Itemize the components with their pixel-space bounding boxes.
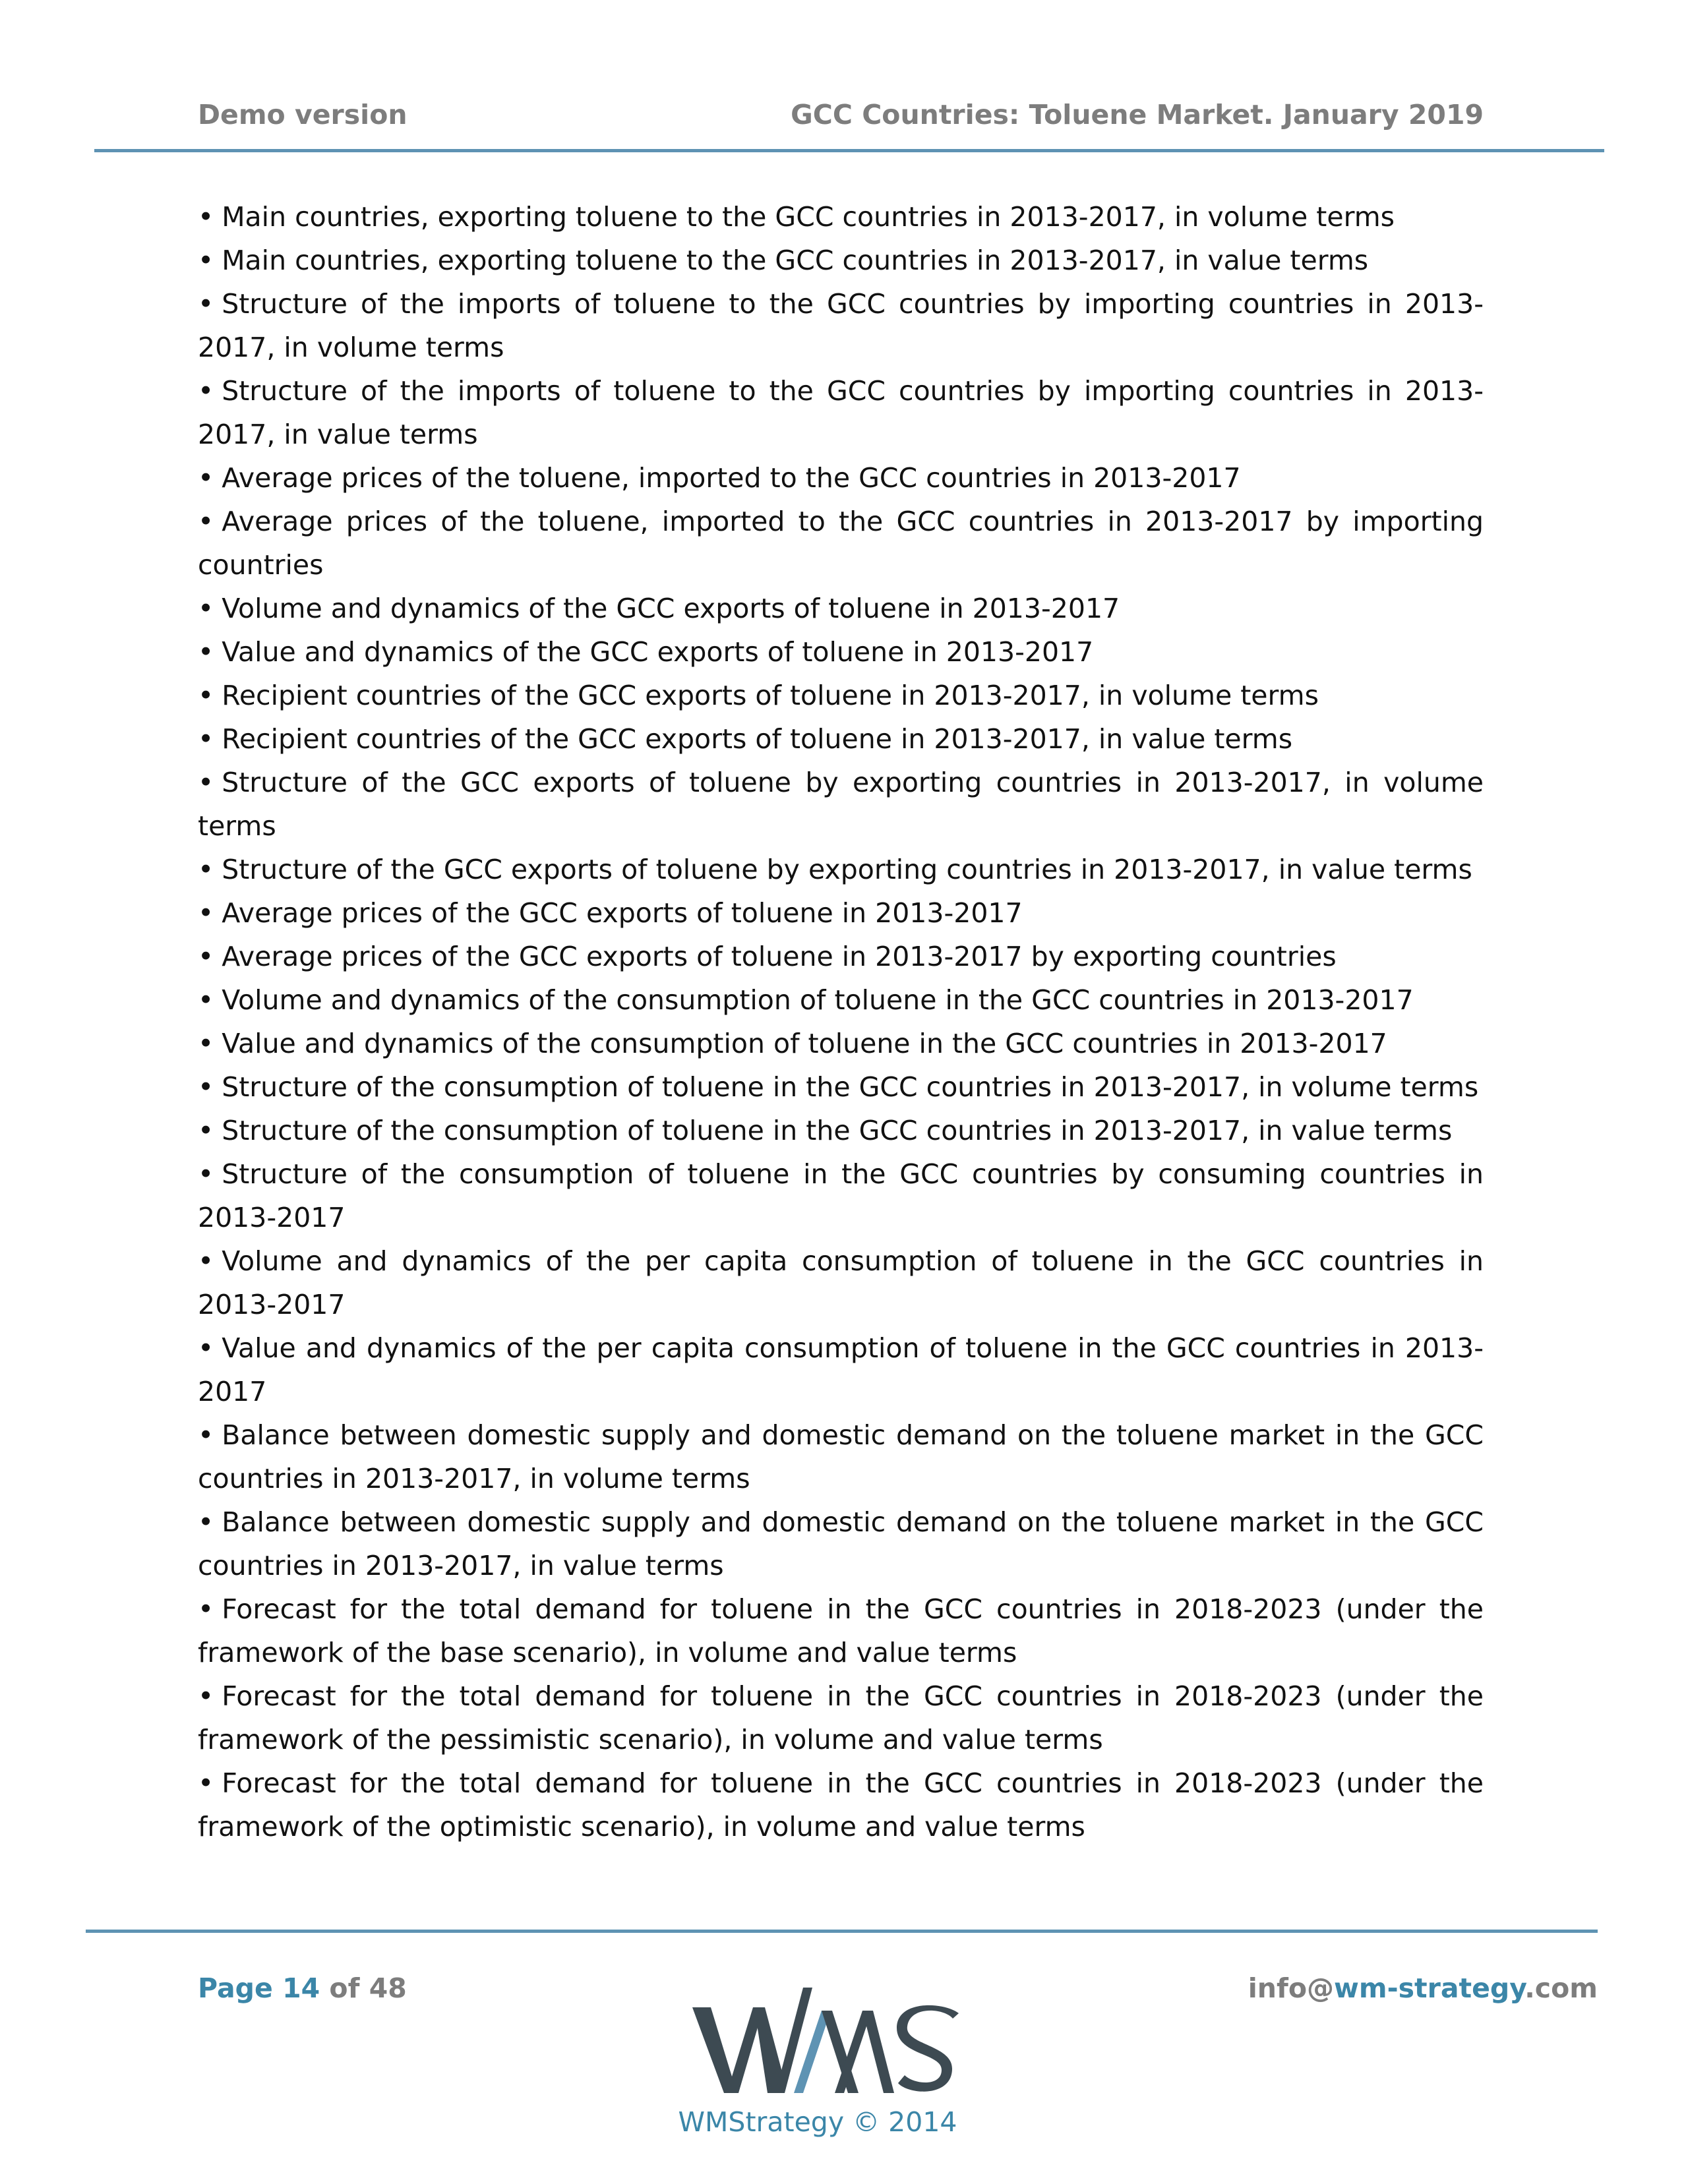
list-item-text: Main countries, exporting toluene to the GCC countries in 2013-2017, in value terms	[222, 245, 1369, 276]
email-user: info@	[1248, 1972, 1334, 2004]
list-item-text: Structure of the imports of toluene to the GCC countries by importing countries in 2013-2017, in value terms	[198, 375, 1484, 450]
list-item	[198, 1065, 1484, 1109]
list-item	[198, 935, 1484, 978]
list-item	[198, 1326, 1484, 1413]
list-item-text: Structure of the consumption of toluene in the GCC countries by consuming countries in 2013-2017	[198, 1158, 1484, 1233]
list-item	[198, 761, 1484, 848]
list-item	[198, 456, 1484, 500]
list-item	[198, 500, 1484, 587]
list-item-text: Recipient countries of the GCC exports of toluene in 2013-2017, in value terms	[222, 723, 1293, 755]
list-item	[198, 1152, 1484, 1239]
bullet-icon: •	[198, 723, 214, 755]
bullet-icon: •	[198, 1680, 214, 1712]
list-item-text: Balance between domestic supply and domestic demand on the toluene market in the GCC countries in 2013-2017, in value terms	[198, 1506, 1484, 1581]
bullet-icon: •	[198, 636, 214, 668]
list-item	[198, 239, 1484, 282]
list-item	[198, 1413, 1484, 1500]
page-counter	[198, 1972, 407, 2004]
list-item-text: Volume and dynamics of the consumption of toluene in the GCC countries in 2013-2017	[222, 984, 1414, 1016]
bullet-icon: •	[198, 1071, 214, 1103]
bullet-icon: •	[198, 245, 214, 276]
list-item-text: Structure of the consumption of toluene in the GCC countries in 2013-2017, in volume terms	[222, 1071, 1479, 1103]
bullet-icon: •	[198, 375, 214, 407]
list-item-text: Structure of the GCC exports of toluene by exporting countries in 2013-2017, in value terms	[222, 854, 1472, 885]
bullet-icon: •	[198, 288, 214, 320]
bullet-icon: •	[198, 680, 214, 711]
list-item-text: Forecast for the total demand for toluene in the GCC countries in 2018-2023 (under the framework of the base scenario), in volume and value terms	[198, 1593, 1484, 1668]
list-item	[198, 717, 1484, 761]
bullet-icon: •	[198, 462, 214, 494]
bullet-icon: •	[198, 1115, 214, 1146]
page-word: Page	[198, 1972, 273, 2004]
list-item	[198, 195, 1484, 239]
list-item	[198, 369, 1484, 456]
bullet-icon: •	[198, 1332, 214, 1364]
bullet-icon: •	[198, 897, 214, 929]
list-item	[198, 282, 1484, 369]
header-demo-label: Demo version	[198, 99, 407, 131]
list-item-text: Average prices of the toluene, imported to the GCC countries in 2013-2017	[222, 462, 1241, 494]
list-item	[198, 1587, 1484, 1674]
list-item-text: Value and dynamics of the consumption of toluene in the GCC countries in 2013-2017	[222, 1028, 1387, 1059]
list-item	[198, 1239, 1484, 1326]
list-item-text: Value and dynamics of the GCC exports of toluene in 2013-2017	[222, 636, 1094, 668]
bullet-icon: •	[198, 1767, 214, 1799]
bullet-icon: •	[198, 984, 214, 1016]
list-item	[198, 891, 1484, 935]
list-item-text: Structure of the imports of toluene to the GCC countries by importing countries in 2013-2017, in volume terms	[198, 288, 1484, 363]
header-report-title: GCC Countries: Toluene Market. January 2019	[791, 99, 1484, 131]
list-item	[198, 674, 1484, 717]
list-item-text: Recipient countries of the GCC exports of toluene in 2013-2017, in volume terms	[222, 680, 1319, 711]
copyright-text: WMStrategy © 2014	[678, 2106, 957, 2138]
list-item-text: Average prices of the GCC exports of toluene in 2013-2017	[222, 897, 1023, 929]
bullet-icon: •	[198, 593, 214, 624]
list-item-text: Forecast for the total demand for toluene in the GCC countries in 2018-2023 (under the framework of the pessimistic scenario), in volume and value terms	[198, 1680, 1484, 1756]
of-word: of	[329, 1972, 360, 2004]
list-item	[198, 1761, 1484, 1848]
footer-divider	[86, 1930, 1598, 1933]
list-item-text: Main countries, exporting toluene to the GCC countries in 2013-2017, in volume terms	[222, 201, 1395, 233]
header-divider	[94, 149, 1604, 152]
bullet-icon: •	[198, 1419, 214, 1451]
list-item-text: Value and dynamics of the per capita consumption of toluene in the GCC countries in 2013-2017	[198, 1332, 1484, 1407]
bullet-icon: •	[198, 1245, 214, 1277]
bullet-icon: •	[198, 1158, 214, 1190]
bullet-icon: •	[198, 506, 214, 537]
bullet-icon: •	[198, 767, 214, 798]
list-item	[198, 848, 1484, 891]
bullet-icon: •	[198, 941, 214, 972]
list-item-text: Average prices of the toluene, imported to the GCC countries in 2013-2017 by importing countries	[198, 506, 1484, 581]
list-item	[198, 630, 1484, 674]
list-item	[198, 978, 1484, 1022]
page-total: 48	[369, 1972, 407, 2004]
page-number: 14	[282, 1972, 320, 2004]
list-item-text: Balance between domestic supply and domestic demand on the toluene market in the GCC countries in 2013-2017, in volume terms	[198, 1419, 1484, 1494]
wms-logo-icon	[686, 1984, 963, 2103]
contact-email[interactable]	[1248, 1972, 1598, 2004]
list-item	[198, 587, 1484, 630]
bullet-icon: •	[198, 201, 214, 233]
page-header	[198, 99, 1484, 138]
list-item-text: Average prices of the GCC exports of toluene in 2013-2017 by exporting countries	[222, 941, 1337, 972]
list-item-text: Volume and dynamics of the per capita consumption of toluene in the GCC countries in 2013-2017	[198, 1245, 1484, 1320]
list-item	[198, 1500, 1484, 1587]
email-tld: .com	[1524, 1972, 1598, 2004]
list-item-text: Structure of the consumption of toluene in the GCC countries in 2013-2017, in value terms	[222, 1115, 1453, 1146]
bullet-icon: •	[198, 1028, 214, 1059]
list-item	[198, 1022, 1484, 1065]
bullet-icon: •	[198, 854, 214, 885]
bullet-icon: •	[198, 1593, 214, 1625]
email-domain: wm-strategy	[1333, 1972, 1525, 2004]
list-item	[198, 1109, 1484, 1152]
list-item	[198, 1674, 1484, 1761]
bullet-icon: •	[198, 1506, 214, 1538]
list-item-text: Volume and dynamics of the GCC exports of toluene in 2013-2017	[222, 593, 1120, 624]
list-item-text: Forecast for the total demand for toluene in the GCC countries in 2018-2023 (under the framework of the optimistic scenario), in volume and value terms	[198, 1767, 1484, 1843]
bullet-list	[198, 195, 1484, 1848]
list-item-text: Structure of the GCC exports of toluene by exporting countries in 2013-2017, in volume terms	[198, 767, 1484, 842]
